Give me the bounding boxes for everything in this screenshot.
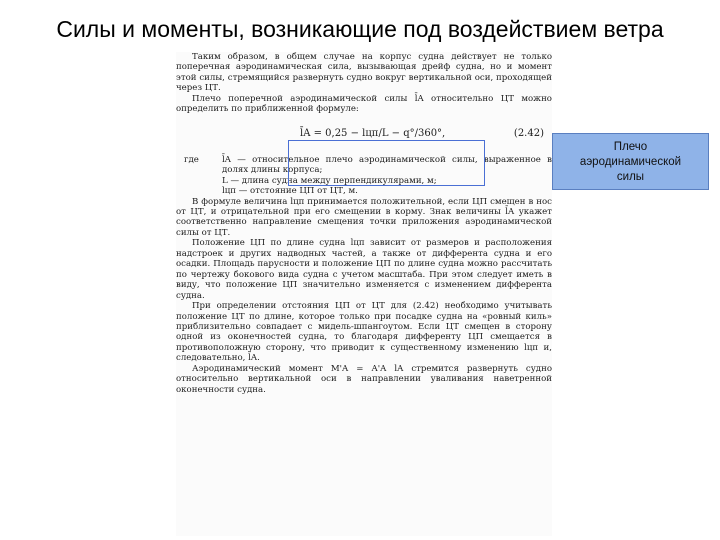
slide-title: Силы и моменты, возникающие под воздействием ветра: [56, 16, 664, 42]
formula-expression: l̄A = 0,25 − lцп/L − q°/360°,: [300, 127, 446, 139]
paragraph-lever-arm: Плечо поперечной аэродинамической силы l̄A относительно ЦТ можно определить по приближенной формуле:: [176, 93, 552, 115]
definition-length: L — длина судна между перпендикулярами, м;: [222, 175, 437, 186]
where-label: где: [184, 154, 199, 165]
callout-line-1: Плечо: [613, 141, 648, 153]
definition-relative-arm: l̄A — относительное плечо аэродинамической силы, выраженное в долях длины корпуса;: [222, 154, 552, 176]
definition-cp-distance: lцп — отстояние ЦП от ЦТ, м.: [222, 186, 358, 197]
paragraph-sign-convention: В формуле величина lцп принимается положительной, если ЦП смещен в нос от ЦТ, и отрицательной при его смещении в корму. Знак величины l̄A укажет соответственно направление смещения точки приложения аэродинамической силы от ЦТ.: [176, 196, 552, 238]
paragraph-forces: Таким образом, в общем случае на корпус судна действует не только поперечная аэродинамическая сила, вызывающая дрейф судна, но и момент этой силы, стремящийся развернуть судно вокруг вертикальной оси, проходящей через ЦТ.: [176, 52, 552, 94]
callout-line-3: силы: [616, 171, 645, 183]
lever-arm-callout: [552, 133, 709, 190]
paragraph-cp-position: Положение ЦП по длине судна lцп зависит от размеров и расположения надстроек и других надводных частей, а также от дифферента судна и его осадки. Площадь парусности и положение ЦП по длине судна можно рассчитать по чертежу бокового вида судна с учетом масштаба. При этом следует иметь в виду, что положение ЦП значительно изменяется с изменением дифферента судна.: [176, 238, 552, 301]
scanned-textbook-page: [176, 52, 552, 536]
paragraph-cg-position: При определении отстояния ЦП от ЦТ для (2.42) необходимо учитывать положение ЦТ по длине, которое только при посадке судна на «ровный киль» приблизительно совпадает с мидель-шпангоутом. Если ЦТ смещен в сторону одной из оконечностей судна, то благодаря дифференту ЦП смещается в противоположную сторону, что приводит к существенному изменению lцп и, следовательно, l̄A.: [176, 301, 552, 364]
paragraph-aero-moment: Аэродинамический момент M'A = A'A lA стремится развернуть судно относительно вертикальной оси в направлении уваливания наветренной оконечности судна.: [176, 363, 552, 395]
callout-line-2: аэродинамической: [579, 156, 682, 168]
formula-number: (2.42): [513, 127, 544, 139]
formula-highlight-frame: [288, 140, 485, 186]
